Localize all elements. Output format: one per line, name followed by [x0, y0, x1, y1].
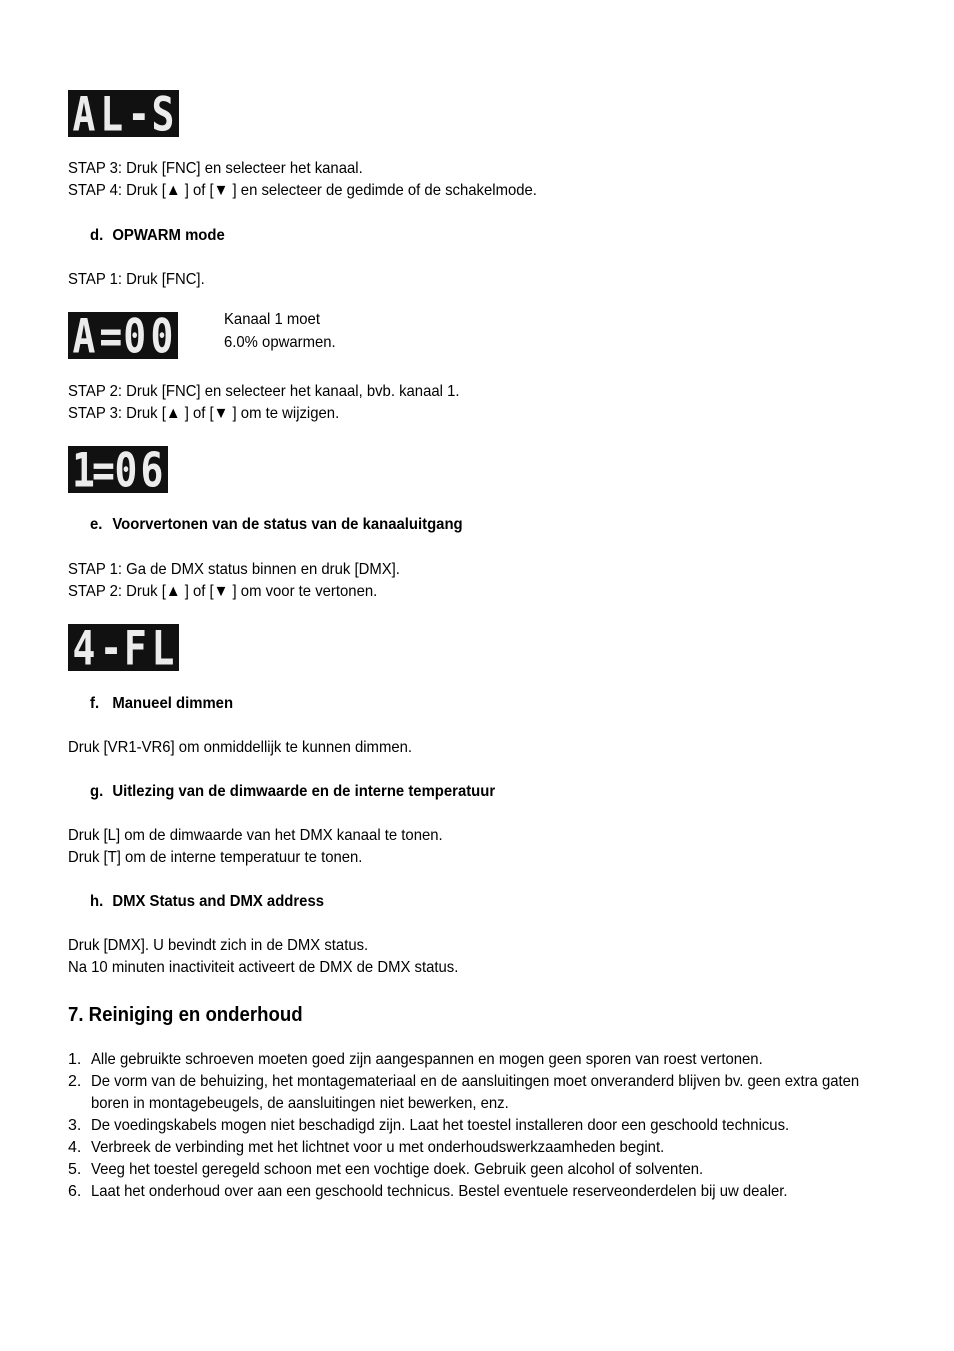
- led-display-1-06: [68, 442, 168, 497]
- chapter-heading: 7. Reiniging en onderhoud: [68, 1004, 303, 1026]
- subsection-letter: g.: [90, 783, 104, 800]
- subsection-letter: d.: [90, 227, 104, 244]
- list-text: Veeg het toestel geregeld schoon met een vochtige doek. Gebruik geen alcohol of solventen.: [91, 1161, 704, 1178]
- list-text: Laat het onderhoud over aan een geschoold technicus. Bestel eventuele reserveonderdelen bij uw dealer.: [91, 1183, 788, 1200]
- subsection-title: Manueel dimmen: [112, 695, 234, 712]
- step-text: STAP 3: Druk [▲ ] of [▼ ] om te wijzigen.: [68, 405, 340, 422]
- display-char: F: [123, 620, 147, 675]
- led-display-a-00: [68, 308, 178, 363]
- body-text: Na 10 minuten inactiviteit activeert de DMX de DMX status.: [68, 959, 459, 976]
- display-char: S: [151, 86, 175, 141]
- list-item: [68, 1115, 898, 1137]
- display-char: =: [92, 442, 115, 497]
- display-char: 1: [72, 442, 95, 497]
- display-char: -: [99, 620, 123, 675]
- display-char: L: [151, 620, 175, 675]
- subsection-title: Voorvertonen van de status van de kanaaluitgang: [112, 516, 463, 533]
- body-text: Druk [VR1-VR6] om onmiddellijk te kunnen dimmen.: [68, 739, 413, 756]
- display-char: A: [72, 308, 96, 363]
- subsection-letter: f.: [90, 695, 100, 712]
- subsection-title: Uitlezing van de dimwaarde en de interne temperatuur: [112, 783, 496, 800]
- subsection-title: OPWARM mode: [112, 227, 225, 244]
- note-line: Kanaal 1 moet: [224, 311, 320, 328]
- list-text: Verbreek de verbinding met het lichtnet voor u met onderhoudswerkzaamheden begint.: [91, 1139, 665, 1156]
- display-char: 0: [114, 442, 138, 497]
- list-text: Alle gebruikte schroeven moeten goed zijn aangespannen en mogen geen sporen van roest vertonen.: [91, 1051, 763, 1068]
- led-display-4-fl: [68, 620, 179, 675]
- list-number: 6.: [68, 1183, 82, 1200]
- step-text: STAP 3: Druk [FNC] en selecteer het kanaal.: [68, 160, 363, 177]
- step-text: STAP 4: Druk [▲ ] of [▼ ] en selecteer de gedimde of de schakelmode.: [68, 182, 537, 199]
- subsection-title: DMX Status and DMX address: [112, 893, 324, 910]
- subsection-heading-e: [90, 514, 463, 536]
- list-number: 2.: [68, 1073, 82, 1090]
- step-text: STAP 2: Druk [▲ ] of [▼ ] om voor te vertonen.: [68, 583, 378, 600]
- display-char: 6: [140, 442, 164, 497]
- list-number: 5.: [68, 1161, 82, 1178]
- list-item: [68, 1181, 898, 1203]
- display-char: -: [127, 86, 151, 141]
- subsection-letter: e.: [90, 516, 103, 533]
- display-char: 0: [150, 308, 174, 363]
- list-item: [68, 1071, 898, 1115]
- body-text: Druk [L] om de dimwaarde van het DMX kanaal te tonen.: [68, 827, 443, 844]
- display-char: L: [100, 86, 124, 141]
- display-char: 4: [72, 620, 96, 675]
- note-line: 6.0% opwarmen.: [224, 334, 336, 351]
- list-text: De voedingskabels mogen niet beschadigd zijn. Laat het toestel installeren door een geschoold technicus.: [91, 1117, 790, 1134]
- step-text: STAP 1: Ga de DMX status binnen en druk [DMX].: [68, 561, 400, 578]
- subsection-heading-g: [90, 781, 495, 803]
- list-number: 3.: [68, 1117, 82, 1134]
- subsection-heading-h: [90, 891, 324, 913]
- list-item: [68, 1159, 898, 1181]
- led-display-al-s: [68, 86, 179, 141]
- list-item: [68, 1049, 898, 1071]
- maintenance-list: [68, 1049, 898, 1203]
- list-number: 4.: [68, 1139, 82, 1156]
- list-text: De vorm van de behuizing, het montagemateriaal en de aansluitingen moet onveranderd blijven bv. geen extra gaten boren in montagebeugels, de aansluitingen niet bewerken, enz.: [91, 1073, 860, 1112]
- body-text: Druk [DMX]. U bevindt zich in de DMX status.: [68, 937, 369, 954]
- step-text: STAP 1: Druk [FNC].: [68, 271, 205, 288]
- display-char: 0: [123, 308, 147, 363]
- step-text: STAP 2: Druk [FNC] en selecteer het kanaal, bvb. kanaal 1.: [68, 383, 460, 400]
- list-item: [68, 1137, 898, 1159]
- display-note: [224, 308, 336, 354]
- display-char: A: [72, 86, 96, 141]
- subsection-heading-f: [90, 693, 233, 715]
- body-text: Druk [T] om de interne temperatuur te tonen.: [68, 849, 363, 866]
- display-char: =: [99, 308, 123, 363]
- subsection-heading-d: [90, 225, 225, 247]
- subsection-letter: h.: [90, 893, 104, 910]
- list-number: 1.: [68, 1051, 82, 1068]
